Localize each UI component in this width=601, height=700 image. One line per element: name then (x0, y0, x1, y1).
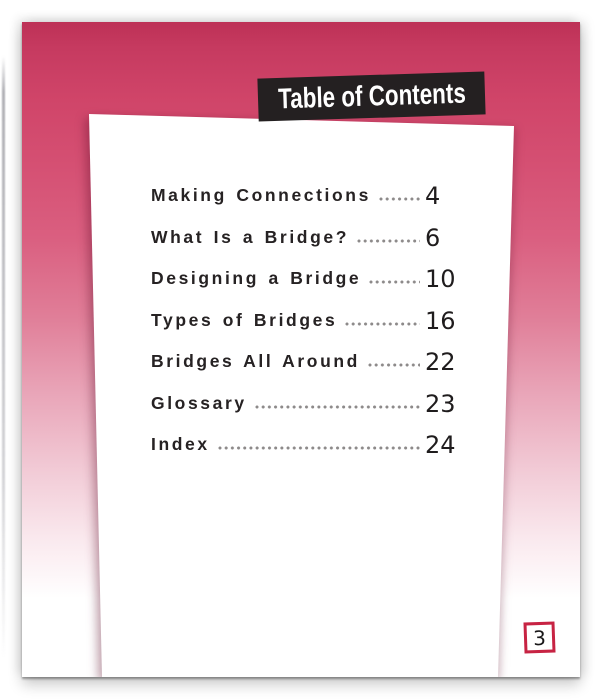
toc-entry (151, 305, 473, 335)
toc-entry-title: Making Connections (151, 185, 371, 205)
toc-entry-title: What Is a Bridge? (151, 226, 349, 247)
toc-entry-title: Types of Bridges (151, 309, 338, 330)
toc-entry (151, 222, 473, 252)
toc-leader-dots (369, 280, 420, 284)
page-number: 3 (532, 625, 547, 650)
table-of-contents-banner (257, 71, 485, 121)
toc-entry (151, 388, 473, 418)
toc-entry-title: Designing a Bridge (151, 268, 362, 288)
toc-leader-dots (379, 197, 420, 201)
toc-entry (151, 429, 473, 459)
toc-entry-title: Bridges All Around (151, 351, 360, 371)
toc-entry-page-number: 22 (425, 348, 456, 376)
toc-entry-title: Glossary (151, 392, 247, 413)
toc-entry-page-number: 10 (425, 265, 456, 293)
toc-list (151, 180, 473, 471)
toc-entry-page-number: 24 (425, 431, 456, 459)
toc-leader-dots (255, 405, 420, 409)
toc-entry (151, 346, 473, 376)
book-page (22, 22, 580, 677)
toc-leader-dots (218, 446, 420, 450)
toc-leader-dots (357, 239, 420, 243)
toc-leader-dots (345, 322, 420, 326)
toc-entry (151, 263, 473, 293)
toc-entry-title: Index (151, 434, 210, 454)
page-number-box (523, 621, 555, 653)
toc-entry-page-number: 16 (425, 306, 456, 335)
toc-entry (151, 180, 473, 210)
toc-entry-page-number: 23 (425, 389, 456, 418)
book-spine-shadow (2, 56, 5, 658)
toc-leader-dots (368, 363, 420, 367)
toc-entry-page-number: 6 (425, 223, 441, 252)
toc-entry-page-number: 4 (425, 182, 441, 210)
table-of-contents-title: Table of Contents (277, 77, 466, 115)
